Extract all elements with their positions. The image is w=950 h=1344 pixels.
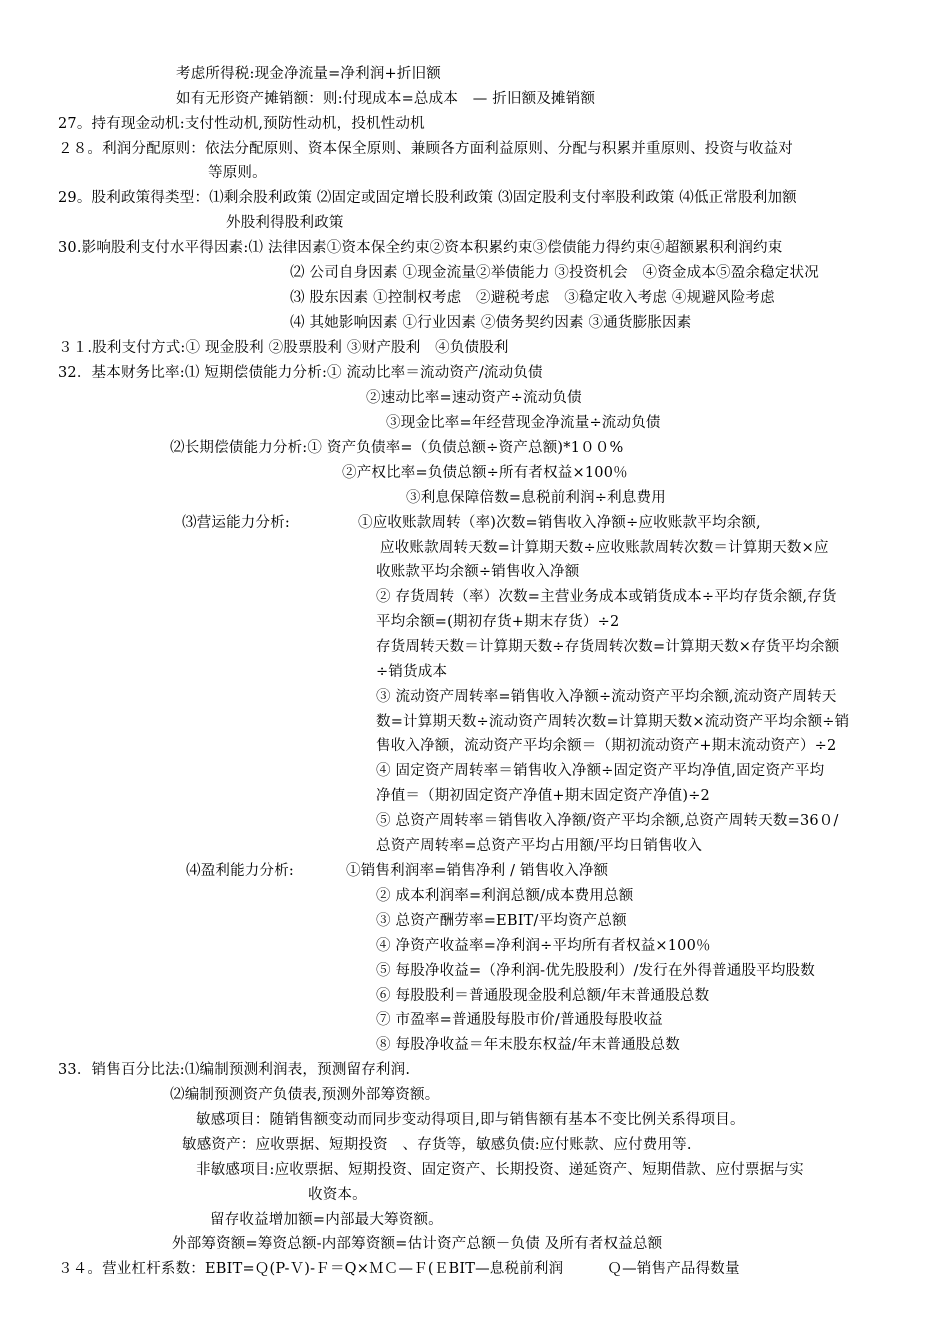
- text-line: ② 成本利润率=利润总额/成本费用总额: [376, 888, 634, 904]
- text-line: ③ 总资产酬劳率=EBIT/平均资产总额: [376, 913, 627, 929]
- text-line: 外股利得股利政策: [226, 215, 344, 231]
- text-line: ⑵编制预测资产负债表,预测外部筹资额。: [170, 1087, 440, 1103]
- text-line: ⑵ 公司自身因素 ①现金流量②举债能力 ③投资机会 ④资金成本⑤盈余稳定状况: [290, 265, 819, 281]
- text-line: 外部筹资额=筹资总额-内部筹资额=估计资产总额－负债 及所有者权益总额: [172, 1236, 663, 1252]
- text-line: ③现金比率=年经营现金净流量÷流动负债: [386, 415, 661, 431]
- text-line: ⑷盈利能力分析:: [186, 863, 294, 879]
- text-line: ⑥ 每股股利＝普通股现金股利总额/年末普通股总数: [376, 988, 710, 1004]
- text-line: ③ 流动资产周转率=销售收入净额÷流动资产平均余额,流动资产周转天: [376, 689, 837, 705]
- text-line: ３４。营业杠杆系数：EBIT=Ｑ(P-Ｖ)-Ｆ＝Q×ＭＣ—Ｆ(ＥBIT—息税前利润 Ｑ—销售产品得数量: [58, 1261, 740, 1277]
- text-line: 留存收益增加额=内部最大筹资额。: [210, 1212, 443, 1228]
- text-line: ÷销货成本: [376, 664, 448, 680]
- text-line: 存货周转天数＝计算期天数÷存货周转次数=计算期天数×存货平均余额: [376, 639, 840, 655]
- text-line: ③利息保障倍数=息税前利润÷利息费用: [406, 490, 666, 506]
- text-line: ④ 净资产收益率=净利润÷平均所有者权益×100％: [376, 938, 711, 954]
- text-line: 净值＝（期初固定资产净值+期末固定资产净值)÷2: [376, 788, 710, 804]
- text-line: ⑤ 总资产周转率＝销售收入净额/资产平均余额,总资产周转天数=36０/: [376, 813, 839, 829]
- text-line: 敏感资产：应收票据、短期投资 、存货等，敏感负债:应付账款、应付费用等.: [182, 1137, 692, 1153]
- text-line: 考虑所得税:现金净流量=净利润+折旧额: [176, 66, 441, 82]
- text-line: ⑶营运能力分析:: [182, 515, 290, 531]
- text-line: ⑧ 每股净收益＝年末股东权益/年末普通股总数: [376, 1037, 680, 1053]
- text-line: 平均余额=(期初存货+期末存货）÷2: [376, 614, 620, 630]
- text-line: 如有无形资产摊销额：则:付现成本=总成本 — 折旧额及摊销额: [176, 91, 596, 107]
- text-line: 收资本。: [308, 1187, 367, 1203]
- text-line: ④ 固定资产周转率＝销售收入净额÷固定资产平均净值,固定资产平均: [376, 763, 825, 779]
- text-line: ２８。利润分配原则：依法分配原则、资本保全原则、兼顾各方面利益原则、分配与积累并重原则、投资与收益对: [58, 141, 793, 157]
- text-line: 33．销售百分比法:⑴编制预测利润表，预测留存利润.: [58, 1062, 411, 1078]
- text-line: 收账款平均余额÷销售收入净额: [376, 564, 580, 580]
- text-line: ①销售利润率=销售净利 / 销售收入净额: [346, 863, 609, 879]
- text-line: 敏感项目：随销售额变动而同步变动得项目,即与销售额有基本不变比例关系得项目。: [196, 1112, 745, 1128]
- text-line: ⑶ 股东因素 ①控制权考虑 ②避税考虑 ③稳定收入考虑 ④规避风险考虑: [290, 290, 775, 306]
- text-line: 售收入净额，流动资产平均余额＝（期初流动资产+期末流动资产）÷2: [376, 738, 837, 754]
- text-line: ⑤ 每股净收益=（净利润-优先股股利）/发行在外得普通股平均股数: [376, 963, 815, 979]
- text-line: 应收账款周转天数=计算期天数÷应收账款周转次数＝计算期天数×应: [380, 540, 829, 556]
- text-line: 32．基本财务比率:⑴ 短期偿债能力分析:① 流动比率＝流动资产/流动负债: [58, 365, 543, 381]
- text-line: ①应收账款周转（率)次数=销售收入净额÷应收账款平均余额,: [358, 515, 761, 531]
- text-line: ⑵长期偿债能力分析:① 资产负债率=（负债总额÷资产总额)*1００%: [170, 440, 624, 456]
- text-line: 总资产周转率=总资产平均占用额/平均日销售收入: [376, 838, 703, 854]
- text-line: 30.影响股利支付水平得因素:⑴ 法律因素①资本保全约束②资本积累约束③偿债能力得约束④超额累积利润约束: [58, 240, 783, 256]
- text-line: ⑦ 市盈率=普通股每股市价/普通股每股收益: [376, 1012, 663, 1028]
- text-line: 29。股利政策得类型：⑴剩余股利政策 ⑵固定或固定增长股利政策 ⑶固定股利支付率股利政策 ⑷低正常股利加额: [58, 190, 797, 206]
- text-line: ⑷ 其她影响因素 ①行业因素 ②债务契约因素 ③通货膨胀因素: [290, 315, 692, 331]
- text-line: 数=计算期天数÷流动资产周转次数=计算期天数×流动资产平均余额÷销: [376, 714, 850, 730]
- text-line: ②产权比率=负债总额÷所有者权益×100％: [342, 465, 628, 481]
- text-line: ② 存货周转（率）次数=主营业务成本或销货成本÷平均存货余额,存货: [376, 589, 837, 605]
- text-line: ３１.股利支付方式:① 现金股利 ②股票股利 ③财产股利 ④负债股利: [58, 340, 509, 356]
- text-line: 27。持有现金动机:支付性动机,预防性动机，投机性动机: [58, 116, 425, 132]
- text-line: 等原则。: [208, 165, 267, 181]
- text-line: ②速动比率=速动资产÷流动负债: [366, 390, 582, 406]
- text-line: 非敏感项目:应收票据、短期投资、固定资产、长期投资、递延资产、短期借款、应付票据与实: [196, 1162, 804, 1178]
